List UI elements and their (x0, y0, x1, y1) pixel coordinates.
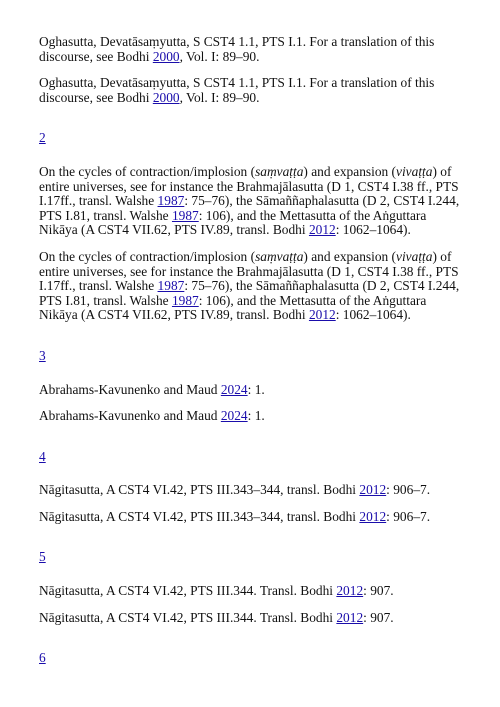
text-segment: ) and expansion ( (303, 248, 397, 264)
citation-year-link[interactable]: 2012 (336, 583, 364, 599)
text-segment: : 106), and the Mettasutta of the Aṅguttara Nikāya (A CST4 VII.62, PTS IV.89, transl. Bodhi (39, 207, 427, 238)
text-segment: : 1062–1064). (335, 307, 411, 323)
italic-term: vivaṭṭa (396, 163, 433, 179)
text-segment: On the cycles of contraction/implosion ( (39, 248, 256, 264)
citation-year-link[interactable]: 1987 (157, 193, 185, 209)
text-segment: Nāgitasutta, A CST4 VI.42, PTS III.343–344, transl. Bodhi (39, 482, 360, 498)
footnote-paragraph (39, 409, 467, 424)
footnote-paragraph (39, 250, 467, 323)
footnote-paragraph (39, 76, 467, 105)
text-segment: ) and expansion ( (303, 163, 397, 179)
text-segment: Oghasutta, Devatāsaṃyutta, S CST4 1.1, PTS I.1. For a translation of this discourse, see Bodhi (39, 34, 435, 64)
footnote-paragraph (39, 510, 467, 525)
text-segment: Nāgitasutta, A CST4 VI.42, PTS III.344. Transl. Bodhi (39, 609, 337, 625)
text-segment: : 1. (247, 408, 265, 424)
footnote-paragraph (39, 483, 467, 498)
footnotes-page (39, 35, 467, 685)
text-segment: : 906–7. (386, 482, 431, 498)
citation-year-link[interactable]: 2012 (359, 482, 387, 498)
footnote (39, 323, 467, 424)
text-segment: Abrahams-Kavunenko and Maud (39, 408, 221, 424)
text-segment: ) of entire universes, see for instance the Brahmajālasutta (D 1, CST4 I.38 ff., PTS I.17ff., transl. Walshe (39, 163, 459, 209)
footnote-number-link[interactable]: 4 (39, 448, 46, 464)
footnote-number-link[interactable]: 3 (39, 347, 46, 363)
footnote-number-spacer (39, 666, 467, 685)
text-segment: On the cycles of contraction/implosion ( (39, 163, 256, 179)
footnote-paragraph (39, 165, 467, 238)
citation-year-link[interactable]: 1987 (157, 278, 185, 294)
footnote-number-spacer (39, 565, 467, 584)
text-segment: Nāgitasutta, A CST4 VI.42, PTS III.344. Transl. Bodhi (39, 583, 337, 599)
citation-year-link[interactable]: 2000 (152, 89, 180, 105)
citation-year-link[interactable]: 1987 (171, 292, 199, 308)
citation-year-link[interactable]: 2012 (308, 222, 336, 238)
text-segment: : 907. (363, 583, 394, 599)
text-segment: Oghasutta, Devatāsaṃyutta, S CST4 1.1, PTS I.1. For a translation of this discourse, see Bodhi (39, 75, 435, 105)
italic-term: saṃvaṭṭa (255, 163, 304, 179)
italic-term: vivaṭṭa (396, 248, 433, 264)
citation-year-link[interactable]: 2012 (308, 307, 336, 323)
footnote-spacer (39, 424, 467, 450)
citation-year-link[interactable]: 2024 (220, 408, 248, 424)
citation-year-link[interactable]: 2000 (152, 48, 180, 64)
text-segment: : 1. (247, 381, 265, 397)
footnote-spacer (39, 524, 467, 550)
text-segment: ) of entire universes, see for instance the Brahmajālasutta (D 1, CST4 I.38 ff., PTS I.17ff., transl. Walshe (39, 248, 459, 294)
footnote-spacer (39, 105, 467, 131)
footnote (39, 105, 467, 323)
text-segment: : 75–76), the Sāmaññaphalasutta (D 2, CST4 I.244, PTS I.81, transl. Walshe (39, 278, 460, 308)
footnote (39, 524, 467, 625)
footnote-number-link[interactable]: 6 (39, 650, 46, 666)
citation-year-link[interactable]: 1987 (171, 207, 199, 223)
text-segment: : 106), and the Mettasutta of the Aṅguttara Nikāya (A CST4 VII.62, PTS IV.89, transl. Bodhi (39, 292, 427, 323)
footnote (39, 35, 467, 105)
footnote (39, 424, 467, 525)
citation-year-link[interactable]: 2012 (359, 508, 387, 524)
text-segment: : 1062–1064). (335, 222, 411, 238)
text-segment: Nāgitasutta, A CST4 VI.42, PTS III.343–344, transl. Bodhi (39, 508, 360, 524)
footnote-number-link[interactable]: 5 (39, 549, 46, 565)
citation-year-link[interactable]: 2012 (336, 609, 364, 625)
footnote-number-spacer (39, 464, 467, 483)
footnote-spacer (39, 323, 467, 349)
text-segment: , Vol. I: 89–90. (179, 89, 260, 105)
footnote-paragraph (39, 611, 467, 626)
text-segment: : 907. (363, 609, 394, 625)
footnotes-list (39, 35, 467, 685)
footnote-number-link[interactable]: 2 (39, 130, 46, 146)
footnote-paragraph (39, 584, 467, 599)
italic-term: saṃvaṭṭa (255, 248, 304, 264)
footnote-number-spacer (39, 364, 467, 383)
footnote-paragraph (39, 35, 467, 64)
footnote (39, 625, 467, 685)
text-segment: , Vol. I: 89–90. (179, 48, 260, 64)
footnote-paragraph (39, 383, 467, 398)
footnote-number-spacer (39, 146, 467, 165)
text-segment: : 906–7. (386, 508, 431, 524)
text-segment: Abrahams-Kavunenko and Maud (39, 381, 221, 397)
text-segment: : 75–76), the Sāmaññaphalasutta (D 2, CST4 I.244, PTS I.81, transl. Walshe (39, 193, 460, 223)
footnote-spacer (39, 625, 467, 651)
citation-year-link[interactable]: 2024 (220, 381, 248, 397)
